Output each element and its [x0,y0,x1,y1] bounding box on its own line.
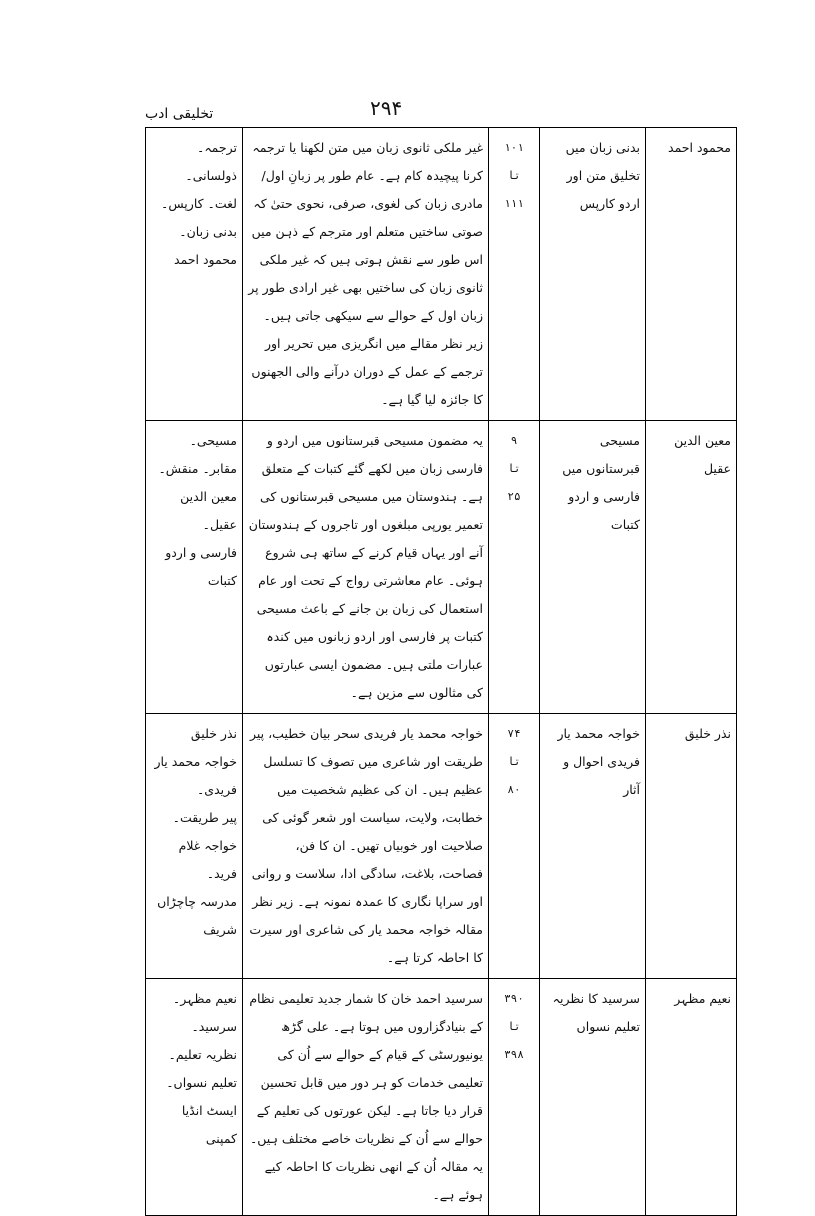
keyword: خواجہ غلام فرید۔ [178,838,237,881]
keyword: نعیم مظہر۔ [172,991,237,1006]
abstract-cell: سرسید احمد خان کا شمار جدید تعلیمی نظام کے بنیادگزاروں میں ہوتا ہے۔ علی گڑھ یونیورسٹی کے قیام کے حوالے سے اُن کی تعلیمی خدمات کو ہر دور میں قابل تحسین قرار دیا جاتا ہے۔ لیکن عورتوں کی تعلیم کے حوالے سے اُن کے نظریات خاصے مختلف ہیں۔ یہ مقالہ اُن کے انھی نظریات کا احاطہ کیے ہوئے ہے۔ [243,979,489,1216]
article-title-cell: خواجہ محمد یار فریدی احوال و آثار [540,714,646,979]
keywords-cell [146,714,243,979]
page-number: ۲۹۴ [370,96,403,120]
abstract-cell: یہ مضمون مسیحی قبرستانوں میں اردو و فارسی زبان میں لکھے گئے کتبات کے متعلق ہے۔ ہندوستان میں مسیحی قبرستانوں کی تعمیر یورپی مبلغوں اور تاجروں کے ہندوستان آنے اور یہاں قیام کرنے کے ساتھ ہی شروع ہوئی۔ عام معاشرتی رواج کے تحت اور عام استعمال کی زبان بن جانے کے باعث مسیحی کتبات پر فارسی اور اردو زبانوں میں کندہ عبارات ملتی ہیں۔ مضمون ایسی عبارتوں کی مثالوں سے مزین ہے۔ [243,421,489,714]
keywords-cell [146,421,243,714]
page-range-part: ۸۰ [507,783,521,796]
page-range-cell [489,128,540,421]
keyword: سرسید۔ [191,1019,237,1034]
keyword: ترجمہ۔ ذولسانی۔ [185,140,237,183]
article-row [146,979,737,1216]
page-range-part: تا [507,1020,521,1033]
page-range-cell [489,714,540,979]
page-range-cell [489,979,540,1216]
abstract-cell: غیر ملکی ثانوی زبان میں متن لکھنا یا ترجمہ کرنا پیچیدہ کام ہے۔ عام طور پر زبانِ اول/مادری زبان کی لغوی، صرفی، نحوی حتیٰ کہ صوتی ساختیں متعلم اور مترجم کے ذہن میں اس طور سے نقش ہوتی ہیں کہ غیر ملکی ثانوی زبان کی ساختیں بھی غیر ارادی طور پر زبان اول کے حوالے سے سیکھی جاتی ہیں۔ زیر نظر مقالے میں انگریزی میں تحریر اور ترجمے کے عمل کے دوران درآنے والی الجھنوں کا جائزہ لیا گیا ہے۔ [243,128,489,421]
article-row [146,128,737,421]
keyword: عقیل۔ [202,517,237,532]
page-range-part: تا [507,169,521,182]
author-cell: نعیم مظہر [646,979,737,1216]
keyword: پیر طریقت۔ [172,810,237,825]
keyword: ایسٹ انڈیا کمپنی [181,1103,237,1146]
page-range-part: تا [507,462,521,475]
keywords-cell [146,128,243,421]
article-row [146,421,737,714]
journal-title: تخلیقی ادب [145,106,214,122]
page-range-part: ۷۴ [507,727,521,740]
keyword: لغت۔ کارپس۔ [161,196,237,211]
keyword: فریدی۔ [196,782,237,797]
page-range-part: ۳۹۰ [504,992,524,1005]
page-range-part: تا [507,755,521,768]
page-range-part: ۹ [510,434,518,447]
keyword: نظریہ تعلیم۔ [168,1047,237,1062]
abstract-cell: خواجہ محمد یار فریدی سحر بیان خطیب، پیر طریقت اور شاعری میں تصوف کا تسلسل عظیم ہیں۔ ان کی عظیم شخصیت میں خطابت، ولایت، سیاست اور شعر گوئی کی صلاحیت اور خوبیاں تھیں۔ ان کا فن، فصاحت، بلاغت، سادگی ادا، سلاست و روانی اور سراپا نگاری کا عمدہ نمونہ ہے۔ زیر نظر مقالہ خواجہ محمد یار کی شاعری اور سیرت کا احاطہ کرتا ہے۔ [243,714,489,979]
keyword: بدنی زبان۔ [179,224,237,239]
keyword: معین الدین [180,489,237,504]
keywords-cell [146,979,243,1216]
page-range-cell [489,421,540,714]
keyword: فارسی و اردو [165,545,237,560]
keyword: مسیحی۔ [189,433,237,448]
keyword: شریف [203,922,237,937]
keyword: نذر خلیق [190,726,237,741]
keyword: کتبات [207,573,237,588]
author-cell: نذر خلیق [646,714,737,979]
author-cell: معین الدین عقیل [646,421,737,714]
page-range-part: ۲۵ [507,490,521,503]
page-range-part: ۳۹۸ [504,1048,524,1061]
keyword: محمود احمد [174,252,237,267]
author-cell: محمود احمد [646,128,737,421]
keyword: مدرسہ چاچڑاں [157,894,237,909]
keyword: خواجہ محمد یار [154,754,237,769]
article-title-cell: سرسید کا نظریہ تعلیم نسواں [540,979,646,1216]
keyword: تعلیم نسواں۔ [166,1075,237,1090]
page-range-part: ۱۱۱ [504,197,524,210]
article-title-cell: بدنی زبان میں تخلیق متن اور اردو کارپس [540,128,646,421]
keyword: مقابر۔ منقش۔ [158,461,237,476]
article-index-table [145,127,737,1216]
article-title-cell: مسیحی قبرستانوں میں فارسی و اردو کتبات [540,421,646,714]
article-row [146,714,737,979]
page-range-part: ۱۰۱ [504,141,524,154]
